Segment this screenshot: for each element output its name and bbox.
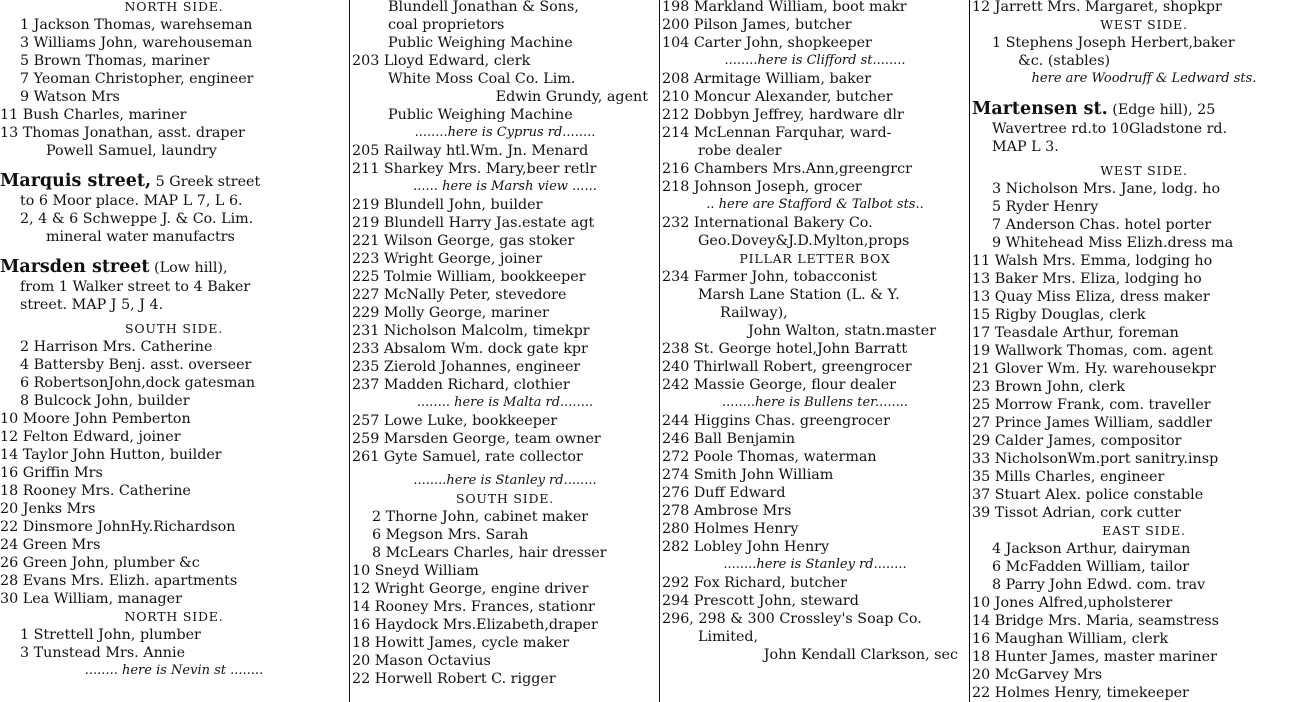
directory-entry: 235 Zierold Johannes, engineer xyxy=(352,359,581,375)
directory-entry: 282 Lobley John Henry xyxy=(662,539,830,555)
side-heading: NORTH SIDE. xyxy=(124,609,224,624)
directory-entry: 13 Thomas Jonathan, asst. draper xyxy=(0,125,245,141)
directory-entry: 276 Duff Edward xyxy=(662,485,786,501)
directory-entry: 16 Haydock Mrs.Elizabeth,draper xyxy=(352,617,598,633)
directory-entry: to 6 Moor place. MAP L 7, L 6. xyxy=(20,193,243,209)
directory-entry: 2 Thorne John, cabinet maker xyxy=(372,509,589,525)
directory-entry: 234 Farmer John, tobacconist xyxy=(662,269,877,285)
directory-entry: robe dealer xyxy=(698,143,782,159)
directory-entry: 29 Calder James, compositor xyxy=(972,433,1182,449)
directory-entry: 205 Railway htl.Wm. Jn. Menard xyxy=(352,143,589,159)
street-description: (Edge hill), 25 xyxy=(1112,102,1216,118)
directory-entry: 219 Blundell John, builder xyxy=(352,197,543,213)
side-heading: SOUTH SIDE. xyxy=(456,491,554,506)
directory-entry: 15 Rigby Douglas, clerk xyxy=(972,307,1146,323)
street-description: (Low hill), xyxy=(154,260,228,276)
directory-entry: 238 St. George hotel,John Barratt xyxy=(662,341,908,357)
directory-entry: 259 Marsden George, team owner xyxy=(352,431,601,447)
directory-entry: 7 Anderson Chas. hotel porter xyxy=(992,217,1212,233)
directory-entry: 16 Griffin Mrs xyxy=(0,465,103,481)
directory-entry: 3 Tunstead Mrs. Annie xyxy=(20,645,186,661)
side-heading: NORTH SIDE. xyxy=(124,0,224,14)
directory-entry: 1 Stephens Joseph Herbert,baker xyxy=(992,35,1235,51)
directory-entry: 7 Yeoman Christopher, engineer xyxy=(20,71,254,87)
directory-entry: 214 McLennan Farquhar, ward- xyxy=(662,125,892,141)
directory-entry: 20 Jenks Mrs xyxy=(0,501,96,517)
directory-entry: 229 Molly George, mariner xyxy=(352,305,549,321)
directory-entry: 6 RobertsonJohn,dock gatesman xyxy=(20,375,256,391)
column-rule xyxy=(659,0,660,702)
directory-entry: Marsh Lane Station (L. & Y. xyxy=(698,287,900,303)
directory-entry: 22 Holmes Henry, timekeeper xyxy=(972,685,1189,701)
directory-entry: from 1 Walker street to 4 Baker xyxy=(20,279,251,295)
directory-entry: 294 Prescott John, steward xyxy=(662,593,859,609)
directory-entry: 10 Sneyd William xyxy=(352,563,479,579)
directory-entry: 33 NicholsonWm.port sanitry.insp xyxy=(972,451,1219,467)
street-name: Marquis street, xyxy=(0,171,152,191)
directory-entry: 14 Bridge Mrs. Maria, seamstress xyxy=(972,613,1219,629)
column-rule xyxy=(349,0,350,702)
directory-entry: 232 International Bakery Co. xyxy=(662,215,873,231)
directory-entry: 8 McLears Charles, hair dresser xyxy=(372,545,607,561)
directory-entry: 21 Glover Wm. Hy. warehousekpr xyxy=(972,361,1216,377)
directory-entry: White Moss Coal Co. Lim. xyxy=(388,71,576,87)
directory-entry: 14 Taylor John Hutton, builder xyxy=(0,447,222,463)
directory-entry: Powell Samuel, laundry xyxy=(46,143,217,159)
directory-entry: 35 Mills Charles, engineer xyxy=(972,469,1165,485)
directory-entry: 22 Horwell Robert C. rigger xyxy=(352,671,556,687)
cross-street-marker: ........here is Stanley rd........ xyxy=(413,473,597,488)
street-heading xyxy=(972,98,1316,120)
directory-entry: &c. (stables) xyxy=(1018,53,1111,69)
directory-entry: 13 Baker Mrs. Eliza, lodging ho xyxy=(972,271,1202,287)
side-heading: PILLAR LETTER BOX xyxy=(739,251,891,266)
directory-entry: 292 Fox Richard, butcher xyxy=(662,575,847,591)
directory-entry: 280 Holmes Henry xyxy=(662,521,799,537)
directory-entry: 225 Tolmie William, bookkeeper xyxy=(352,269,586,285)
directory-entry: 203 Lloyd Edward, clerk xyxy=(352,53,531,69)
cross-street-marker: .. here are Stafford & Talbot sts.. xyxy=(706,197,924,212)
column-4 xyxy=(972,0,1316,702)
directory-entry: 18 Rooney Mrs. Catherine xyxy=(0,483,191,499)
directory-entry: 6 Megson Mrs. Sarah xyxy=(372,527,529,543)
cross-street-marker: ........here is Stanley rd........ xyxy=(723,557,907,572)
directory-entry: 24 Green Mrs xyxy=(0,537,101,553)
directory-entry: 223 Wright George, joiner xyxy=(352,251,543,267)
directory-entry: 37 Stuart Alex. police constable xyxy=(972,487,1204,503)
directory-entry: 104 Carter John, shopkeeper xyxy=(662,35,872,51)
directory-entry: 16 Maughan William, clerk xyxy=(972,631,1169,647)
directory-entry: 231 Nicholson Malcolm, timekpr xyxy=(352,323,590,339)
directory-entry: 257 Lowe Luke, bookkeeper xyxy=(352,413,558,429)
directory-entry: 1 Jackson Thomas, warehseman xyxy=(20,17,253,33)
cross-street-marker: ........here is Clifford st........ xyxy=(724,53,906,68)
directory-entry: 237 Madden Richard, clothier xyxy=(352,377,570,393)
directory-entry: 210 Moncur Alexander, butcher xyxy=(662,89,893,105)
directory-entry: 218 Johnson Joseph, grocer xyxy=(662,179,862,195)
directory-entry: 246 Ball Benjamin xyxy=(662,431,796,447)
directory-entry: street. MAP J 5, J 4. xyxy=(20,297,164,313)
directory-entry: Limited, xyxy=(698,629,759,645)
street-heading xyxy=(0,256,348,278)
directory-entry: 278 Ambrose Mrs xyxy=(662,503,792,519)
directory-entry: John Kendall Clarkson, sec xyxy=(763,647,958,663)
column-3 xyxy=(662,0,968,664)
directory-entry: Railway), xyxy=(720,305,788,321)
directory-entry: 272 Poole Thomas, waterman xyxy=(662,449,877,465)
street-heading xyxy=(0,170,348,192)
directory-entry: 3 Williams John, warehouseman xyxy=(20,35,253,51)
directory-entry: 261 Gyte Samuel, rate collector xyxy=(352,449,583,465)
cross-street-marker: ........ here is Nevin st ........ xyxy=(84,663,264,678)
directory-entry: MAP L 3. xyxy=(992,139,1059,155)
directory-entry: 17 Teasdale Arthur, foreman xyxy=(972,325,1179,341)
directory-entry: 11 Walsh Mrs. Emma, lodging ho xyxy=(972,253,1213,269)
directory-entry: 240 Thirlwall Robert, greengrocer xyxy=(662,359,912,375)
column-2 xyxy=(352,0,658,688)
cross-street-marker: here are Woodruff & Ledward sts. xyxy=(1031,71,1257,86)
spacer xyxy=(972,88,1316,94)
directory-entry: 8 Parry John Edwd. com. trav xyxy=(992,577,1206,593)
spacer xyxy=(0,246,348,252)
directory-entry: John Walton, statn.master xyxy=(748,323,937,339)
directory-entry: 12 Jarrett Mrs. Margaret, shopkpr xyxy=(972,0,1222,15)
cross-street-marker: ........here is Cyprus rd........ xyxy=(414,125,596,140)
directory-entry: 10 Moore John Pemberton xyxy=(0,411,191,427)
directory-entry: 233 Absalom Wm. dock gate kpr xyxy=(352,341,588,357)
side-heading: SOUTH SIDE. xyxy=(125,321,223,336)
directory-entry: 20 McGarvey Mrs xyxy=(972,667,1103,683)
directory-entry: 28 Evans Mrs. Elizh. apartments xyxy=(0,573,238,589)
directory-entry: 19 Wallwork Thomas, com. agent xyxy=(972,343,1213,359)
directory-entry: Edwin Grundy, agent xyxy=(495,89,648,105)
street-description: 5 Greek street xyxy=(155,174,261,190)
column-1 xyxy=(0,0,348,680)
directory-entry: 274 Smith John William xyxy=(662,467,834,483)
directory-entry: 30 Lea William, manager xyxy=(0,591,182,607)
directory-entry: 219 Blundell Harry Jas.estate agt xyxy=(352,215,595,231)
directory-entry: 18 Howitt James, cycle maker xyxy=(352,635,570,651)
directory-entry: 216 Chambers Mrs.Ann,greengrcr xyxy=(662,161,912,177)
directory-entry: coal proprietors xyxy=(388,17,505,33)
side-heading: WEST SIDE. xyxy=(1100,17,1188,32)
directory-entry: 13 Quay Miss Eliza, dress maker xyxy=(972,289,1210,305)
directory-entry: 2, 4 & 6 Schweppe J. & Co. Lim. xyxy=(20,211,254,227)
street-name: Martensen st. xyxy=(972,99,1108,119)
directory-entry: 5 Brown Thomas, mariner xyxy=(20,53,210,69)
directory-entry: 4 Jackson Arthur, dairyman xyxy=(992,541,1191,557)
directory-entry: Wavertree rd.to 10Gladstone rd. xyxy=(992,121,1228,137)
cross-street-marker: ........ here is Malta rd........ xyxy=(416,395,594,410)
directory-entry: 4 Battersby Benj. asst. overseer xyxy=(20,357,252,373)
directory-entry: 11 Bush Charles, mariner xyxy=(0,107,187,123)
side-heading: EAST SIDE. xyxy=(1102,523,1186,538)
directory-entry: 1 Strettell John, plumber xyxy=(20,627,201,643)
directory-entry: 39 Tissot Adrian, cork cutter xyxy=(972,505,1181,521)
directory-entry: 9 Watson Mrs xyxy=(20,89,120,105)
directory-entry: 12 Felton Edward, joiner xyxy=(0,429,181,445)
directory-entry: 9 Whitehead Miss Elizh.dress ma xyxy=(992,235,1234,251)
cross-street-marker: ........here is Bullens ter........ xyxy=(722,395,908,410)
directory-entry: 5 Ryder Henry xyxy=(992,199,1099,215)
directory-entry: 12 Wright George, engine driver xyxy=(352,581,589,597)
directory-entry: 3 Nicholson Mrs. Jane, lodg. ho xyxy=(992,181,1221,197)
side-heading: WEST SIDE. xyxy=(1100,163,1188,178)
directory-entry: 10 Jones Alfred,upholsterer xyxy=(972,595,1173,611)
directory-entry: Blundell Jonathan & Sons, xyxy=(388,0,579,15)
cross-street-marker: ...... here is Marsh view ...... xyxy=(413,179,597,194)
directory-entry: 8 Bulcock John, builder xyxy=(20,393,190,409)
directory-entry: 198 Markland William, boot makr xyxy=(662,0,907,15)
directory-entry: Geo.Dovey&J.D.Mylton,props xyxy=(698,233,910,249)
directory-entry: 26 Green John, plumber &c xyxy=(0,555,200,571)
directory-entry: 23 Brown John, clerk xyxy=(972,379,1126,395)
directory-entry: Public Weighing Machine xyxy=(388,107,573,123)
directory-entry: 211 Sharkey Mrs. Mary,beer retlr xyxy=(352,161,597,177)
street-name: Marsden street xyxy=(0,257,150,277)
directory-entry: 6 McFadden William, tailor xyxy=(992,559,1190,575)
directory-entry: Public Weighing Machine xyxy=(388,35,573,51)
directory-entry: 18 Hunter James, master mariner xyxy=(972,649,1217,665)
directory-entry: 242 Massie George, flour dealer xyxy=(662,377,897,393)
directory-entry: 296, 298 & 300 Crossley's Soap Co. xyxy=(662,611,922,627)
directory-entry: 244 Higgins Chas. greengrocer xyxy=(662,413,890,429)
directory-entry: 27 Prince James William, saddler xyxy=(972,415,1213,431)
directory-entry: 227 McNally Peter, stevedore xyxy=(352,287,567,303)
directory-entry: 20 Mason Octavius xyxy=(352,653,491,669)
directory-entry: 22 Dinsmore JohnHy.Richardson xyxy=(0,519,236,535)
directory-entry: mineral water manufactrs xyxy=(46,229,235,245)
directory-entry: 2 Harrison Mrs. Catherine xyxy=(20,339,213,355)
directory-entry: 25 Morrow Frank, com. traveller xyxy=(972,397,1211,413)
directory-entry: 212 Dobbyn Jeffrey, hardware dlr xyxy=(662,107,904,123)
directory-entry: 208 Armitage William, baker xyxy=(662,71,872,87)
directory-entry: 14 Rooney Mrs. Frances, stationr xyxy=(352,599,595,615)
directory-entry: 221 Wilson George, gas stoker xyxy=(352,233,575,249)
spacer xyxy=(0,160,348,166)
column-rule xyxy=(969,0,970,702)
directory-entry: 200 Pilson James, butcher xyxy=(662,17,852,33)
